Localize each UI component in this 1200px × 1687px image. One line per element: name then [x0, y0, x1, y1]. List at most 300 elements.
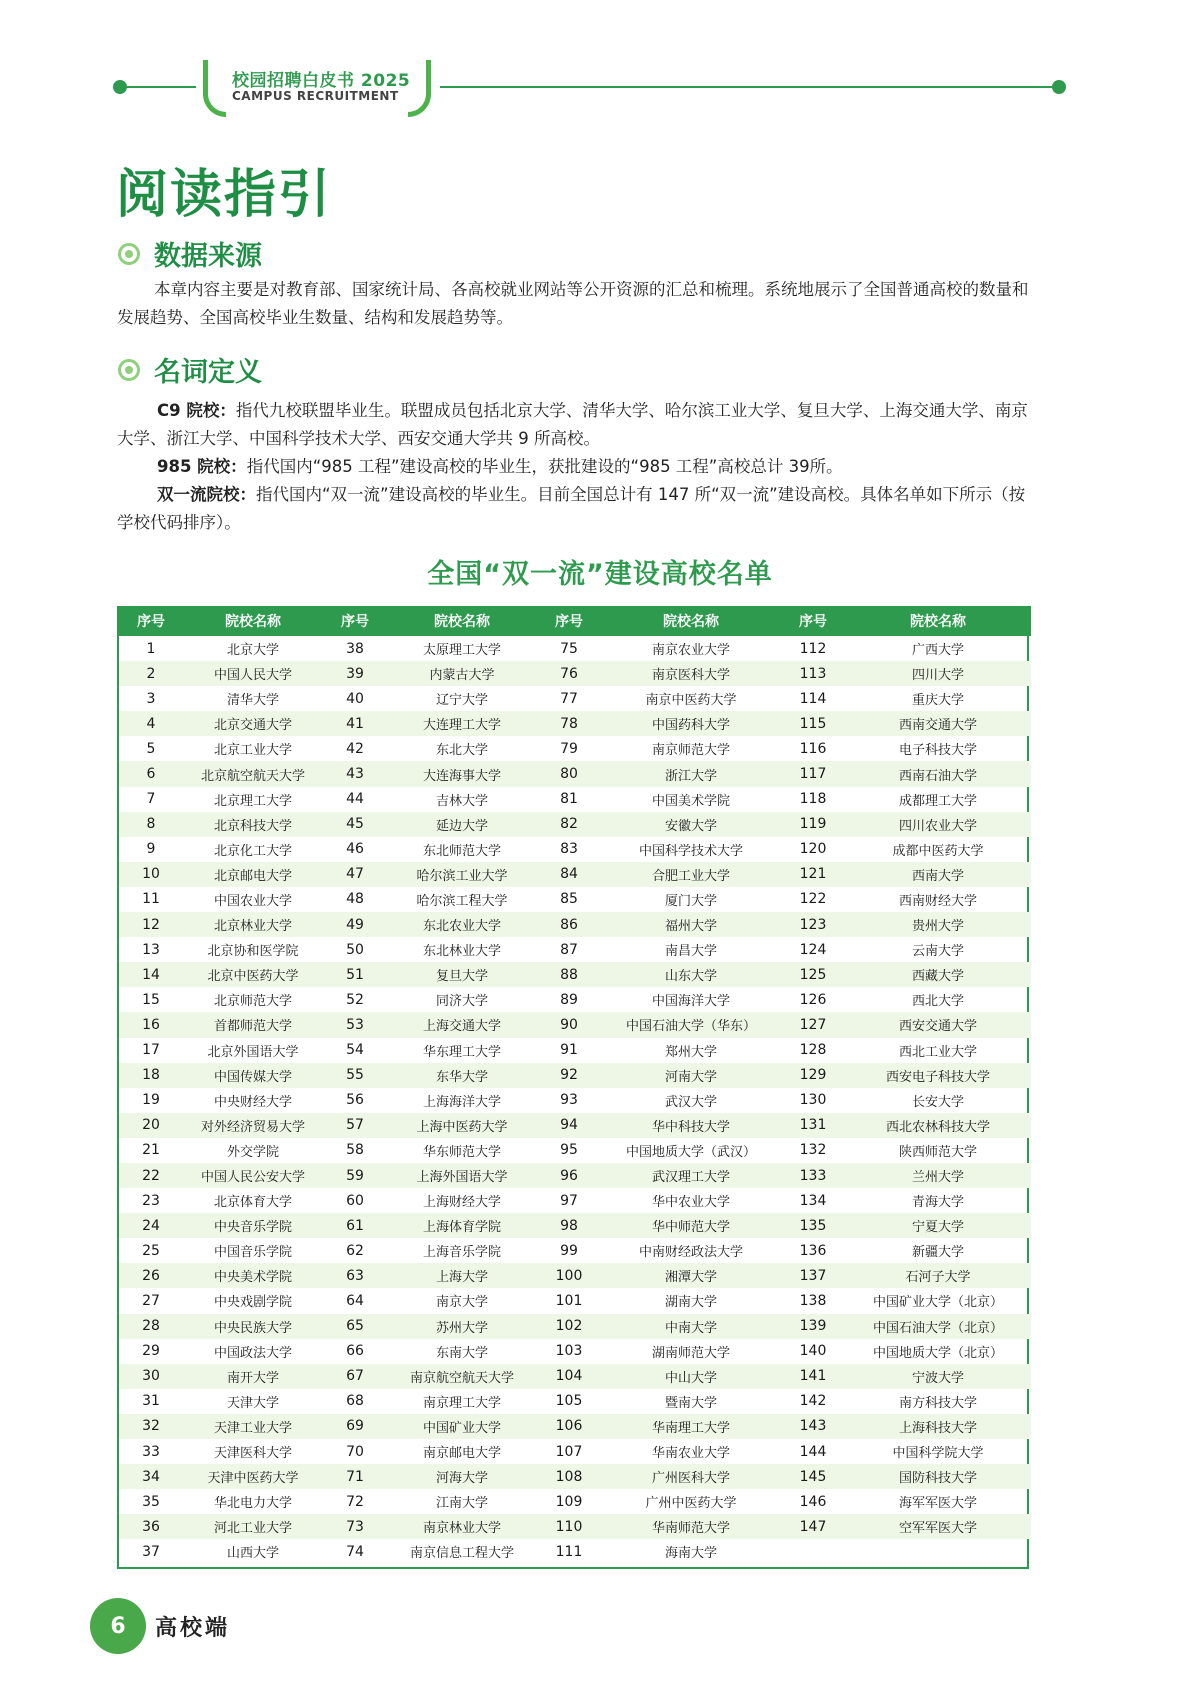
- cell-university: 青海大学: [911, 1195, 964, 1211]
- section-heading-definitions: 名词定义: [118, 350, 262, 389]
- cell-university: 延边大学: [435, 818, 488, 834]
- cell-index: 113: [799, 665, 827, 682]
- cell-index: 127: [799, 1016, 827, 1033]
- table-row: [119, 686, 1031, 711]
- cell-index: 25: [142, 1242, 160, 1259]
- cell-university: 四川大学: [911, 668, 964, 684]
- cell-index: 137: [799, 1267, 827, 1284]
- cell-index: 27: [142, 1292, 160, 1309]
- cell-index: 35: [142, 1493, 160, 1510]
- cell-university: 上海海洋大学: [422, 1094, 501, 1110]
- cell-index: 41: [346, 715, 364, 732]
- circle-bullet-icon: [118, 359, 140, 381]
- cell-index: 60: [346, 1192, 364, 1209]
- cell-university: 南京农业大学: [651, 643, 730, 659]
- cell-university: 中央民族大学: [213, 1320, 292, 1336]
- table-row: [119, 1389, 1031, 1414]
- cell-index: 99: [560, 1242, 578, 1259]
- cell-university: 贵州大学: [911, 919, 964, 935]
- cell-index: 51: [346, 966, 364, 983]
- cell-university: 中国传媒大学: [213, 1069, 292, 1085]
- cell-index: 93: [560, 1092, 578, 1109]
- cell-index: 120: [799, 841, 827, 858]
- cell-university: 宁夏大学: [911, 1220, 964, 1236]
- cell-university: 对外经济贸易大学: [200, 1119, 305, 1135]
- cell-index: 52: [346, 991, 364, 1008]
- cell-university: 大连海事大学: [422, 768, 501, 784]
- cell-university: 首都师范大学: [213, 1019, 292, 1035]
- table-row: [119, 1339, 1031, 1364]
- cell-university: 湖南大学: [664, 1295, 717, 1311]
- cell-university: 北京交通大学: [213, 718, 292, 734]
- cell-index: 131: [799, 1117, 827, 1134]
- cell-index: 130: [799, 1092, 827, 1109]
- cell-index: 114: [799, 690, 827, 707]
- cell-index: 2: [146, 665, 156, 682]
- cell-university: 清华大学: [226, 693, 279, 709]
- cell-index: 48: [346, 891, 364, 908]
- cell-university: 南京航空航天大学: [409, 1370, 514, 1386]
- header-title: 校园招聘白皮书 2025: [232, 71, 411, 91]
- cell-university: 东北师范大学: [422, 843, 501, 859]
- cell-index: 79: [560, 740, 578, 757]
- cell-university: 中国地质大学（北京）: [872, 1345, 1003, 1361]
- cell-university: 上海音乐学院: [422, 1245, 501, 1261]
- cell-university: 南京中医药大学: [645, 693, 737, 709]
- cell-university: 南方科技大学: [898, 1395, 977, 1411]
- cell-university: 福州大学: [664, 919, 717, 935]
- cell-index: 147: [799, 1518, 827, 1535]
- cell-university: [845, 1539, 1031, 1564]
- table-row: [119, 1464, 1031, 1489]
- cell-university: 武汉大学: [664, 1094, 717, 1110]
- cell-university: 西安交通大学: [898, 1019, 977, 1035]
- table-row: [119, 636, 1031, 661]
- cell-index: 133: [799, 1167, 827, 1184]
- cell-index: 94: [560, 1117, 578, 1134]
- cell-index: 135: [799, 1217, 827, 1234]
- cell-index: 40: [346, 690, 364, 707]
- cell-university: 西北农林科技大学: [885, 1119, 990, 1135]
- cell-university: 南京理工大学: [422, 1395, 501, 1411]
- cell-index: 44: [346, 791, 364, 808]
- cell-university: 上海财经大学: [422, 1195, 501, 1211]
- cell-university: 东南大学: [435, 1345, 488, 1361]
- cell-university: 哈尔滨工程大学: [416, 893, 508, 909]
- cell-university: 北京外国语大学: [207, 1044, 299, 1060]
- table-row: [119, 1514, 1031, 1539]
- page-header: [0, 0, 1200, 130]
- cell-university: 电子科技大学: [898, 743, 977, 759]
- cell-index: 15: [142, 991, 160, 1008]
- cell-index: 86: [560, 916, 578, 933]
- cell-index: 139: [799, 1318, 827, 1335]
- circle-bullet-icon: [118, 243, 140, 265]
- cell-index: 21: [142, 1142, 160, 1159]
- cell-university: 中国石油大学（北京）: [872, 1320, 1003, 1336]
- cell-index: 5: [146, 740, 156, 757]
- cell-university: 暨南大学: [664, 1395, 717, 1411]
- cell-index: 74: [346, 1543, 364, 1560]
- cell-index: 129: [799, 1067, 827, 1084]
- table-row: [119, 962, 1031, 987]
- cell-university: 中国人民大学: [213, 668, 292, 684]
- cell-index: 63: [346, 1267, 364, 1284]
- header-name: 院校名称: [910, 614, 966, 630]
- cell-university: 太原理工大学: [422, 643, 501, 659]
- cell-index: 53: [346, 1016, 364, 1033]
- cell-index: 73: [346, 1518, 364, 1535]
- cell-university: 西安电子科技大学: [885, 1069, 990, 1085]
- header-left-line: [124, 86, 196, 88]
- cell-index: 123: [799, 916, 827, 933]
- cell-university: 山东大学: [664, 969, 717, 985]
- cell-index: 68: [346, 1393, 364, 1410]
- cell-index: 4: [146, 715, 156, 732]
- cell-university: 上海中医药大学: [416, 1119, 508, 1135]
- cell-index: 101: [555, 1292, 583, 1309]
- cell-index: 124: [799, 941, 827, 958]
- cell-university: 中南大学: [664, 1320, 717, 1336]
- cell-university: 天津大学: [226, 1395, 279, 1411]
- cell-university: 云南大学: [911, 944, 964, 960]
- cell-university: 中国矿业大学（北京）: [872, 1295, 1003, 1311]
- cell-university: 新疆大学: [911, 1245, 964, 1261]
- cell-university: 长安大学: [911, 1094, 964, 1110]
- cell-index: 9: [146, 841, 156, 858]
- cell-index: 105: [555, 1393, 583, 1410]
- cell-index: 62: [346, 1242, 364, 1259]
- footer-label: 高校端: [155, 1616, 231, 1641]
- cell-university: 成都中医药大学: [892, 843, 984, 859]
- table-header-row: [119, 606, 1031, 636]
- cell-index: 66: [346, 1343, 364, 1360]
- cell-index: 144: [799, 1443, 827, 1460]
- cell-university: 外交学院: [226, 1144, 279, 1160]
- header-subtitle: CAMPUS RECRUITMENT: [232, 89, 399, 103]
- cell-university: 天津中医药大学: [207, 1471, 299, 1487]
- cell-index: 50: [346, 941, 364, 958]
- page-number-badge: 6: [90, 1598, 146, 1654]
- cell-university: 南京林业大学: [422, 1521, 501, 1537]
- cell-university: 中山大学: [664, 1370, 717, 1386]
- table-row: [119, 1012, 1031, 1037]
- cell-index: 47: [346, 866, 364, 883]
- cell-index: 111: [555, 1543, 583, 1560]
- table-row: [119, 1163, 1031, 1188]
- cell-index: 122: [799, 891, 827, 908]
- table-row: [119, 912, 1031, 937]
- table-row: [119, 862, 1031, 887]
- cell-index: 28: [142, 1318, 160, 1335]
- cell-index: 70: [346, 1443, 364, 1460]
- cell-university: 东华大学: [435, 1069, 488, 1085]
- cell-index: 91: [560, 1042, 578, 1059]
- cell-university: 西南石油大学: [898, 768, 977, 784]
- cell-index: 78: [560, 715, 578, 732]
- cell-index: 65: [346, 1318, 364, 1335]
- header-index: 序号: [799, 614, 827, 630]
- cell-index: 57: [346, 1117, 364, 1134]
- header-index: 序号: [137, 614, 165, 630]
- cell-index: 104: [555, 1368, 583, 1385]
- cell-university: 南京邮电大学: [422, 1446, 501, 1462]
- cell-university: 复旦大学: [435, 969, 488, 985]
- cell-university: 空军军医大学: [898, 1521, 977, 1537]
- cell-university: 中国政法大学: [213, 1345, 292, 1361]
- cell-index: [781, 1539, 845, 1564]
- cell-university: 中国科学院大学: [892, 1446, 984, 1462]
- page-title: 阅读指引: [116, 165, 333, 225]
- cell-university: 中国农业大学: [213, 893, 292, 909]
- cell-university: 华中科技大学: [651, 1119, 730, 1135]
- cell-index: 16: [142, 1016, 160, 1033]
- cell-university: 华北电力大学: [213, 1496, 292, 1512]
- cell-university: 成都理工大学: [898, 793, 977, 809]
- cell-university: 中央音乐学院: [213, 1220, 292, 1236]
- cell-university: 华中农业大学: [651, 1195, 730, 1211]
- cell-index: 71: [346, 1468, 364, 1485]
- cell-university: 华南农业大学: [651, 1446, 730, 1462]
- cell-index: 143: [799, 1418, 827, 1435]
- data-source-paragraph: 本章内容主要是对教育部、国家统计局、各高校就业网站等公开资源的汇总和梳理。系统地展示了全国普通高校的数量和发展趋势、全国高校毕业生数量、结构和发展趋势等。: [117, 280, 1029, 327]
- cell-university: 南开大学: [226, 1370, 279, 1386]
- cell-university: 中央美术学院: [213, 1270, 292, 1286]
- cell-index: 118: [799, 791, 827, 808]
- cell-university: 兰州大学: [911, 1170, 964, 1186]
- cell-index: 56: [346, 1092, 364, 1109]
- cell-index: 112: [799, 640, 827, 657]
- cell-index: 134: [799, 1192, 827, 1209]
- cell-index: 138: [799, 1292, 827, 1309]
- cell-university: 上海交通大学: [422, 1019, 501, 1035]
- cell-index: 98: [560, 1217, 578, 1234]
- cell-university: 天津医科大学: [213, 1446, 292, 1462]
- cell-university: 西南财经大学: [898, 893, 977, 909]
- cell-university: 华南理工大学: [651, 1420, 730, 1436]
- cell-index: 72: [346, 1493, 364, 1510]
- cell-index: 7: [146, 791, 156, 808]
- cell-index: 107: [555, 1443, 583, 1460]
- cell-index: 103: [555, 1343, 583, 1360]
- cell-university: 合肥工业大学: [651, 868, 730, 884]
- cell-index: 87: [560, 941, 578, 958]
- cell-university: 浙江大学: [664, 768, 717, 784]
- cell-index: 141: [799, 1368, 827, 1385]
- cell-index: 76: [560, 665, 578, 682]
- cell-university: 西南大学: [911, 868, 964, 884]
- table-row: [119, 1489, 1031, 1514]
- table-row: [119, 1188, 1031, 1213]
- cell-index: 108: [555, 1468, 583, 1485]
- cell-index: 82: [560, 816, 578, 833]
- header-right-dot: [1052, 80, 1066, 94]
- cell-university: 西南交通大学: [898, 718, 977, 734]
- cell-university: 武汉理工大学: [651, 1170, 730, 1186]
- cell-university: 同济大学: [435, 994, 488, 1010]
- cell-university: 华中师范大学: [651, 1220, 730, 1236]
- table-row: [119, 711, 1031, 736]
- header-left-bracket: [203, 60, 226, 117]
- cell-index: 11: [142, 891, 160, 908]
- header-right-bracket: [408, 60, 431, 117]
- cell-university: 北京邮电大学: [213, 868, 292, 884]
- cell-university: 江南大学: [435, 1496, 488, 1512]
- cell-university: 广州中医药大学: [645, 1496, 737, 1512]
- cell-university: 东北林业大学: [422, 944, 501, 960]
- cell-university: 国防科技大学: [898, 1471, 977, 1487]
- cell-index: 45: [346, 816, 364, 833]
- cell-university: 中国药科大学: [651, 718, 730, 734]
- definition-985: 985 院校：指代国内“985 工程”建设高校的毕业生，获批建设的“985 工程”高校总计 39所。: [157, 457, 843, 476]
- table-title: 全国“双一流”建设高校名单: [427, 559, 773, 590]
- cell-index: 117: [799, 766, 827, 783]
- cell-index: 20: [142, 1117, 160, 1134]
- cell-university: 中国矿业大学: [422, 1420, 501, 1436]
- cell-index: 8: [146, 816, 156, 833]
- cell-index: 121: [799, 866, 827, 883]
- cell-index: 24: [142, 1217, 160, 1234]
- cell-university: 石河子大学: [905, 1270, 971, 1286]
- cell-index: 145: [799, 1468, 827, 1485]
- cell-index: 97: [560, 1192, 578, 1209]
- cell-university: 吉林大学: [435, 793, 488, 809]
- cell-index: 109: [555, 1493, 583, 1510]
- header-index: 序号: [341, 614, 369, 630]
- cell-index: 34: [142, 1468, 160, 1485]
- table-row: [119, 987, 1031, 1012]
- table-row: [119, 1238, 1031, 1263]
- cell-index: 84: [560, 866, 578, 883]
- cell-university: 安徽大学: [664, 818, 717, 834]
- cell-university: 东北农业大学: [422, 919, 501, 935]
- cell-university: 内蒙古大学: [429, 668, 495, 684]
- table-row: [119, 761, 1031, 786]
- cell-index: 95: [560, 1142, 578, 1159]
- cell-index: 115: [799, 715, 827, 732]
- cell-index: 13: [142, 941, 160, 958]
- cell-index: 140: [799, 1343, 827, 1360]
- cell-university: 河北工业大学: [213, 1521, 292, 1537]
- cell-index: 18: [142, 1067, 160, 1084]
- table-row: [119, 1288, 1031, 1313]
- cell-index: 1: [146, 640, 156, 657]
- cell-university: 上海体育学院: [422, 1220, 501, 1236]
- cell-university: 南京大学: [435, 1295, 488, 1311]
- cell-university: 中央财经大学: [213, 1094, 292, 1110]
- table-row: [119, 1063, 1031, 1088]
- cell-university: 上海大学: [435, 1270, 488, 1286]
- cell-index: 119: [799, 816, 827, 833]
- cell-university: 中国海洋大学: [651, 994, 730, 1010]
- cell-index: 75: [560, 640, 578, 657]
- table-row: [119, 887, 1031, 912]
- cell-index: 55: [346, 1067, 364, 1084]
- cell-university: 苏州大学: [435, 1320, 488, 1336]
- cell-index: 10: [142, 866, 160, 883]
- cell-university: 宁波大学: [911, 1370, 964, 1386]
- cell-index: 80: [560, 766, 578, 783]
- cell-index: 100: [555, 1267, 583, 1284]
- cell-university: 中央戏剧学院: [213, 1295, 292, 1311]
- cell-university: 中国美术学院: [651, 793, 730, 809]
- cell-index: 136: [799, 1242, 827, 1259]
- cell-university: 北京师范大学: [213, 994, 292, 1010]
- cell-university: 北京科技大学: [213, 818, 292, 834]
- cell-university: 天津工业大学: [213, 1420, 292, 1436]
- cell-index: 6: [146, 766, 156, 783]
- cell-university: 河海大学: [435, 1471, 488, 1487]
- cell-university: 北京化工大学: [213, 843, 292, 859]
- cell-index: 142: [799, 1393, 827, 1410]
- cell-university: 大连理工大学: [422, 718, 501, 734]
- cell-university: 上海外国语大学: [416, 1170, 508, 1186]
- cell-university: 北京中医药大学: [207, 969, 299, 985]
- cell-university: 厦门大学: [664, 893, 717, 909]
- cell-university: 北京协和医学院: [207, 944, 299, 960]
- cell-index: 17: [142, 1042, 160, 1059]
- university-table: [117, 606, 1029, 1569]
- cell-university: 湘潭大学: [664, 1270, 717, 1286]
- table-row: [119, 1088, 1031, 1113]
- header-right-line: [440, 86, 1052, 88]
- cell-index: 126: [799, 991, 827, 1008]
- cell-index: 85: [560, 891, 578, 908]
- cell-index: 26: [142, 1267, 160, 1284]
- cell-university: 陕西师范大学: [898, 1144, 977, 1160]
- cell-university: 中国人民公安大学: [200, 1170, 305, 1186]
- section-heading-data-source: 数据来源: [118, 234, 262, 273]
- cell-index: 31: [142, 1393, 160, 1410]
- cell-index: 19: [142, 1092, 160, 1109]
- cell-index: 38: [346, 640, 364, 657]
- cell-index: 42: [346, 740, 364, 757]
- cell-university: 西北大学: [911, 994, 964, 1010]
- cell-university: 海南大学: [664, 1546, 717, 1562]
- cell-university: 上海科技大学: [898, 1420, 977, 1436]
- cell-university: 北京体育大学: [213, 1195, 292, 1211]
- cell-index: 116: [799, 740, 827, 757]
- cell-university: 广州医科大学: [651, 1471, 730, 1487]
- cell-university: 南昌大学: [664, 944, 717, 960]
- cell-index: 37: [142, 1543, 160, 1560]
- cell-university: 重庆大学: [911, 693, 964, 709]
- cell-index: 46: [346, 841, 364, 858]
- cell-university: 华南师范大学: [651, 1521, 730, 1537]
- table-row: [119, 1414, 1031, 1439]
- table-row: [119, 1263, 1031, 1288]
- cell-index: 125: [799, 966, 827, 983]
- cell-index: 43: [346, 766, 364, 783]
- cell-index: 29: [142, 1343, 160, 1360]
- cell-university: 河南大学: [664, 1069, 717, 1085]
- cell-university: 北京理工大学: [213, 793, 292, 809]
- table-row: [119, 837, 1031, 862]
- cell-index: 30: [142, 1368, 160, 1385]
- cell-university: 北京航空航天大学: [200, 768, 305, 784]
- cell-index: 64: [346, 1292, 364, 1309]
- table-row: [119, 1213, 1031, 1238]
- cell-university: 郑州大学: [664, 1044, 717, 1060]
- definition-c9: C9 院校：指代九校联盟毕业生。联盟成员包括北京大学、清华大学、哈尔滨工业大学、复旦大学、上海交通大学、南京大学、浙江大学、中国科学技术大学、西安交通大学共 9 所高校。: [117, 401, 1028, 448]
- cell-index: 90: [560, 1016, 578, 1033]
- table-row: [119, 1314, 1031, 1339]
- cell-university: 辽宁大学: [435, 693, 488, 709]
- cell-university: 西北工业大学: [898, 1044, 977, 1060]
- table-row: [119, 1038, 1031, 1063]
- definition-double-first-class: 双一流院校：指代国内“双一流”建设高校的毕业生。目前全国总计有 147 所“双一流”建设高校。具体名单如下所示（按学校代码排序）。: [117, 485, 1026, 532]
- cell-index: 83: [560, 841, 578, 858]
